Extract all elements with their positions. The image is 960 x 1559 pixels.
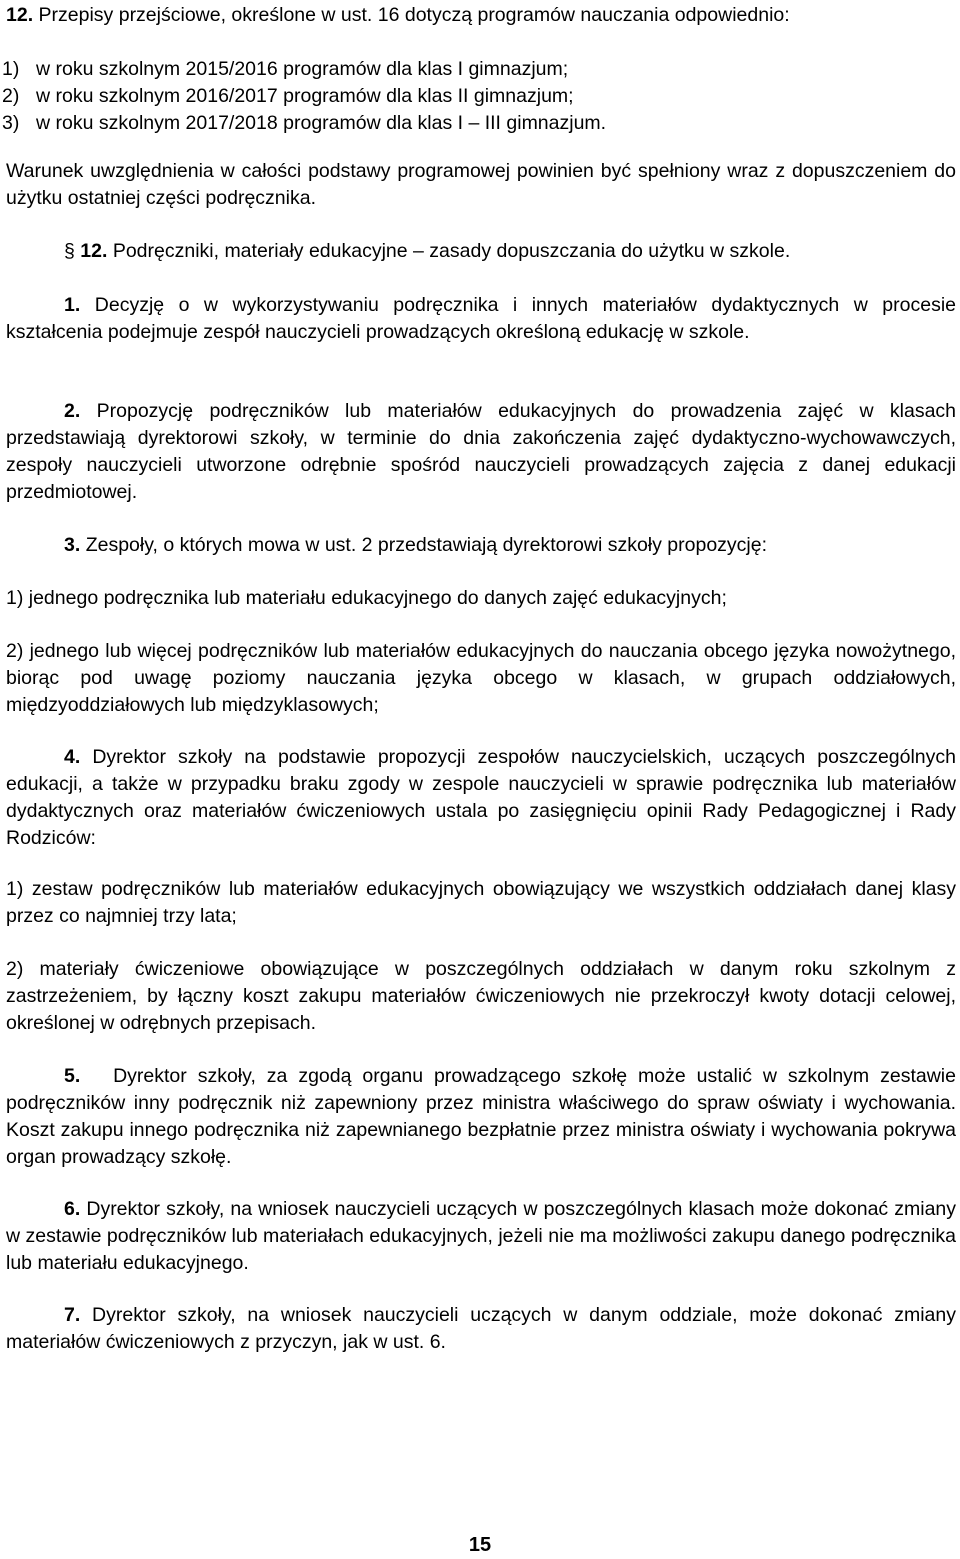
point-4-item-2: 2) materiały ćwiczeniowe obowiązujące w poszczególnych oddziałach w danym roku szkolnym z zastrzeżeniem, by łączny koszt zakupu materiałów ćwiczeniowych nie przekroczył kwoty dotacji celowej, określonej w odrębnych przepisach.	[6, 958, 956, 1034]
point-3-item-1: 1) jednego podręcznika lub materiału edukacyjnego do danych zajęć edukacyjnych;	[6, 587, 727, 609]
point-4: 4. Dyrektor szkoły na podstawie propozycji zespołów nauczycielskich, uczących poszczególnych edukacji, a także w przypadku braku zgody w zespole nauczycieli w sprawie podręcznika lub materiałów dydaktycznych oraz materiałów ćwiczeniowych ustala po zasięgnięciu opinii Rady Pedagogicznej i Rady Rodziców:	[6, 746, 956, 849]
point-number: 5.	[64, 1065, 81, 1087]
list-item: 3) w roku szkolnym 2017/2018 programów dla klas I – III gimnazjum.	[2, 112, 607, 134]
point-7: 7. Dyrektor szkoły, na wniosek nauczycieli uczących w danym oddziale, może dokonać zmiany materiałów ćwiczeniowych z przyczyn, jak w ust. 6.	[6, 1304, 956, 1353]
point-5: 5. Dyrektor szkoły, za zgodą organu prowadzącego szkołę może ustalić w szkolnym zestawie podręczników inny podręcznik niż zapewniony przez ministra właściwego do spraw oświaty i wychowania. Koszt zakupu innego podręcznika niż zapewnianego bezpłatnie przez ministra oświaty i wychowania pokrywa organ prowadzący szkołę.	[6, 1065, 956, 1168]
list-item: 1) w roku szkolnym 2015/2016 programów dla klas I gimnazjum;	[2, 58, 569, 80]
program-list	[2, 56, 960, 137]
section-number: 12.	[80, 240, 108, 262]
paragraph-text: Przepisy przejściowe, określone w ust. 16 dotyczą programów nauczania odpowiednio:	[38, 4, 790, 26]
point-3: 3. Zespoły, o których mowa w ust. 2 przedstawiają dyrektorowi szkoły propozycję:	[64, 534, 768, 556]
point-6: 6. Dyrektor szkoły, na wniosek nauczycieli uczących w poszczególnych klasach może dokonać zmiany w zestawie podręczników lub materiałach edukacyjnych, jeżeli nie ma możliwości zakupu danego podręcznika lub materiału edukacyjnego.	[6, 1198, 957, 1274]
section-heading	[6, 238, 956, 265]
warunek-paragraph: Warunek uwzględnienia w całości podstawy programowej powinien być spełniony wraz z dopuszczeniem do użytku ostatniej części podręcznika.	[6, 160, 956, 209]
point-2: 2. Propozycję podręczników lub materiałów edukacyjnych do prowadzenia zajęć w klasach przedstawiają dyrektorowi szkoły, w terminie do dnia zakończenia zajęć dydaktyczno-wychowawczych, zespoły nauczycieli utworzone odrębnie spośród nauczycieli prowadzących zajęcia z danej edukacji przedmiotowej.	[6, 400, 957, 503]
point-number: 2.	[64, 400, 81, 422]
section-sign: §	[64, 240, 75, 262]
list-item: 2) w roku szkolnym 2016/2017 programów dla klas II gimnazjum;	[2, 85, 574, 107]
point-4-item-1: 1) zestaw podręczników lub materiałów edukacyjnych obowiązujący we wszystkich oddziałach danej klasy przez co najmniej trzy lata;	[6, 878, 956, 927]
point-number: 7.	[64, 1304, 81, 1326]
page-number: 15	[468, 1534, 492, 1556]
paragraph-12	[6, 2, 956, 29]
paragraph-number: 12.	[6, 4, 34, 26]
point-number: 3.	[64, 534, 81, 556]
point-number: 1.	[64, 294, 81, 316]
point-3-item-2: 2) jednego lub więcej podręczników lub materiałów edukacyjnych do nauczania obcego języka nowożytnego, biorąc pod uwagę poziomy nauczania języka obcego w klasach, w grupach oddziałowych, międzyoddziałowych lub międzyklasowych;	[6, 640, 956, 716]
point-number: 6.	[64, 1198, 81, 1220]
point-number: 4.	[64, 746, 81, 768]
section-title: Podręczniki, materiały edukacyjne – zasady dopuszczania do użytku w szkole.	[112, 240, 791, 262]
point-1: 1. Decyzję o w wykorzystywaniu podręcznika i innych materiałów dydaktycznych w procesie kształcenia podejmuje zespół nauczycieli prowadzących określoną edukację w szkole.	[6, 294, 957, 343]
